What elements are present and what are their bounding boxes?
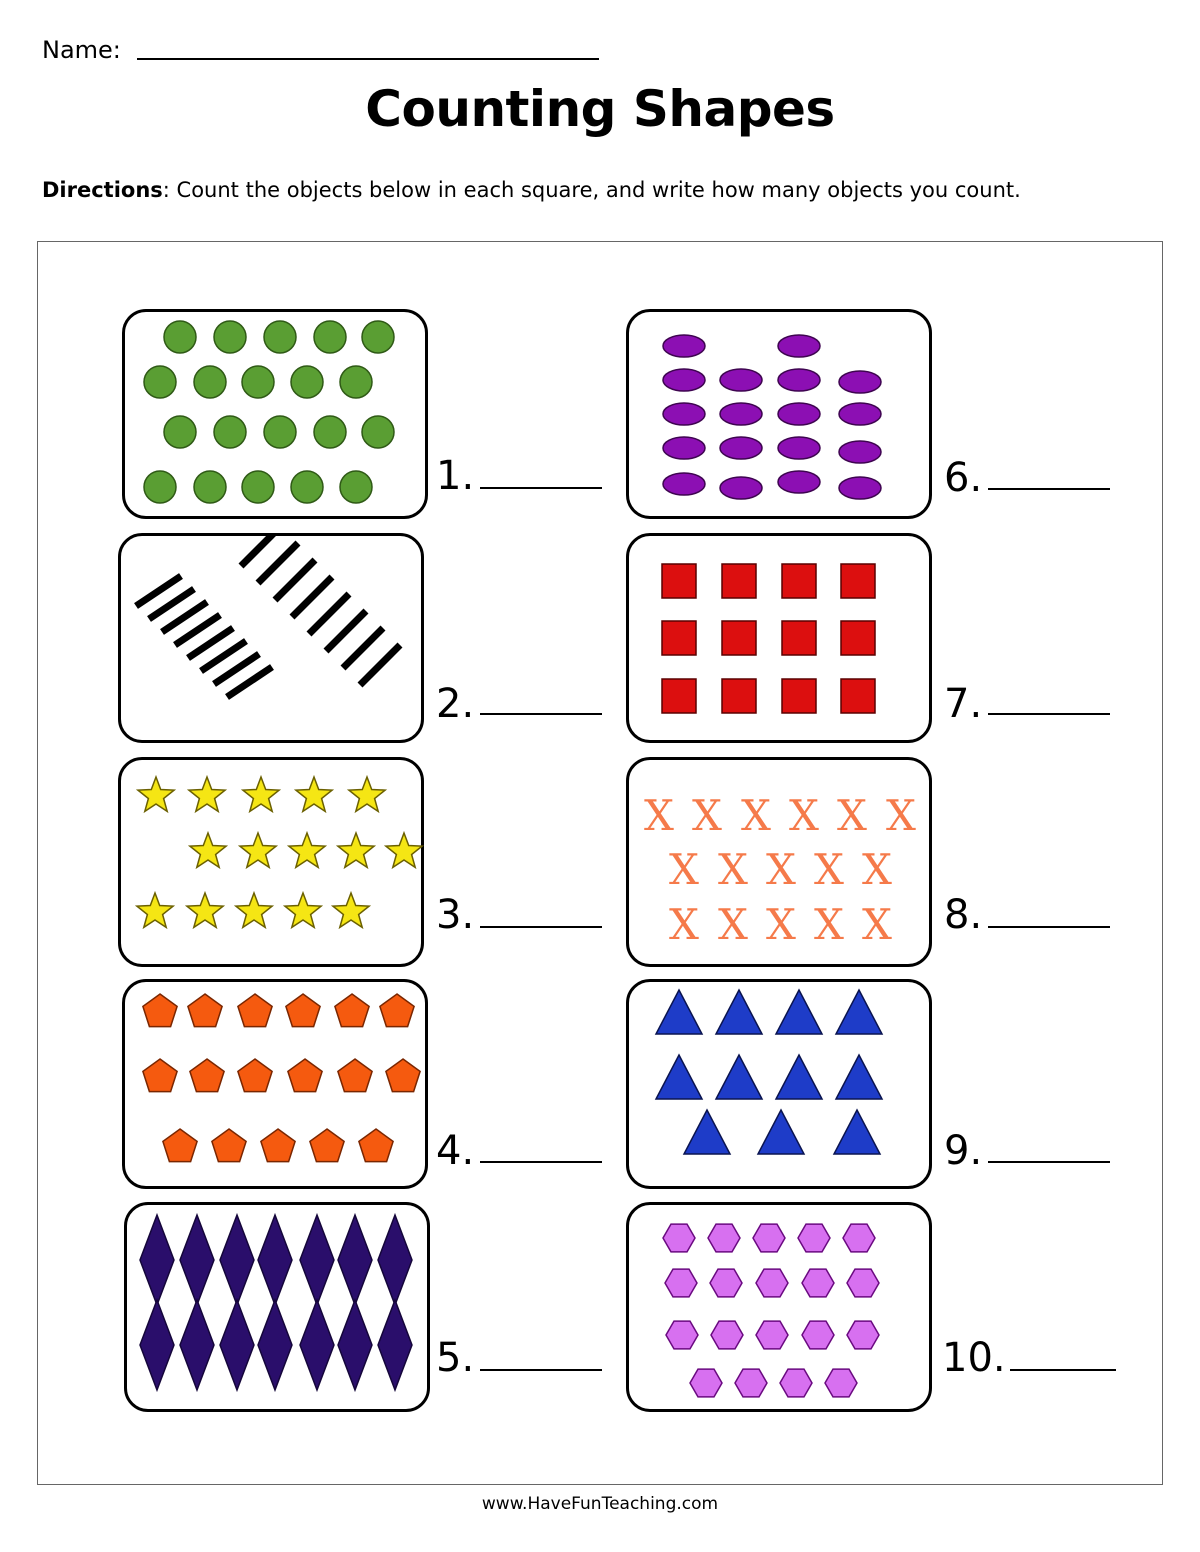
red-square — [722, 621, 756, 655]
problem-10-number: 10. — [942, 1335, 1006, 1381]
problem-8-answer-line[interactable] — [988, 926, 1110, 928]
green-circle — [242, 366, 274, 398]
orange-pentagon — [310, 1129, 344, 1162]
red-square — [662, 621, 696, 655]
pink-hexagon — [825, 1369, 857, 1397]
orange-pentagon — [212, 1129, 246, 1162]
green-circle — [340, 471, 372, 503]
box-4-orange-pentagons — [122, 979, 428, 1189]
green-circle — [314, 416, 346, 448]
navy-diamond — [180, 1215, 214, 1305]
yellow-star — [289, 833, 325, 867]
yellow-star — [243, 777, 279, 811]
problem-6-answer-line[interactable] — [988, 488, 1110, 490]
problem-3-answer-line[interactable] — [480, 926, 602, 928]
box-5-navy-diamonds — [124, 1202, 430, 1412]
box-7-red-squares — [626, 533, 932, 743]
red-square — [722, 564, 756, 598]
green-circle — [291, 366, 323, 398]
purple-oval — [839, 403, 881, 425]
yellow-star — [296, 777, 332, 811]
pink-hexagons-svg — [629, 1205, 935, 1415]
blue-triangle — [758, 1110, 804, 1154]
orange-pentagon — [380, 994, 414, 1027]
black-stripe — [292, 577, 332, 617]
purple-oval — [839, 477, 881, 499]
orange-x: X — [692, 791, 722, 840]
pink-hexagon — [708, 1224, 740, 1252]
blue-triangles-svg — [629, 982, 935, 1192]
box-10-pink-hexagons — [626, 1202, 932, 1412]
navy-diamond — [338, 1215, 372, 1305]
purple-oval — [778, 369, 820, 391]
orange-pentagon — [238, 994, 272, 1027]
orange-x: X — [644, 791, 674, 840]
yellow-stars-svg — [121, 760, 427, 970]
green-circle — [242, 471, 274, 503]
red-square — [722, 679, 756, 713]
purple-oval — [720, 369, 762, 391]
problem-1-answer-line[interactable] — [480, 487, 602, 489]
green-circle — [362, 416, 394, 448]
problem-9-answer-line[interactable] — [988, 1161, 1110, 1163]
purple-oval — [778, 335, 820, 357]
green-circle — [144, 366, 176, 398]
problem-2-answer-line[interactable] — [480, 713, 602, 715]
problem-4-number: 4. — [436, 1128, 475, 1174]
orange-pentagon — [338, 1059, 372, 1092]
yellow-star — [190, 833, 226, 867]
pink-hexagon — [735, 1369, 767, 1397]
box-8-orange-xs — [626, 757, 932, 967]
red-square — [782, 679, 816, 713]
purple-oval — [663, 437, 705, 459]
black-stripes-svg — [121, 536, 427, 746]
green-circle — [164, 321, 196, 353]
orange-x: X — [789, 791, 819, 840]
red-square — [841, 679, 875, 713]
pink-hexagon — [798, 1224, 830, 1252]
pink-hexagon — [756, 1321, 788, 1349]
red-square — [782, 564, 816, 598]
orange-pentagon — [286, 994, 320, 1027]
pink-hexagon — [802, 1269, 834, 1297]
purple-oval — [778, 403, 820, 425]
green-circle — [314, 321, 346, 353]
orange-x: X — [862, 845, 892, 894]
pink-hexagon — [663, 1224, 695, 1252]
green-circle — [214, 321, 246, 353]
orange-x: X — [837, 791, 867, 840]
black-stripe — [343, 628, 383, 668]
blue-triangle — [716, 990, 762, 1034]
yellow-star — [333, 893, 369, 927]
blue-triangle — [834, 1110, 880, 1154]
yellow-star — [386, 833, 422, 867]
purple-oval — [839, 371, 881, 393]
pink-hexagon — [802, 1321, 834, 1349]
pink-hexagon — [756, 1269, 788, 1297]
purple-oval — [663, 473, 705, 495]
pink-hexagon — [780, 1369, 812, 1397]
purple-oval — [839, 441, 881, 463]
pink-hexagon — [753, 1224, 785, 1252]
name-input-line[interactable] — [137, 58, 599, 60]
red-square — [841, 621, 875, 655]
orange-x: X — [718, 845, 748, 894]
green-circle — [291, 471, 323, 503]
problem-5-number: 5. — [436, 1335, 475, 1381]
orange-x: X — [814, 900, 844, 949]
orange-x: X — [862, 900, 892, 949]
orange-x: X — [669, 845, 699, 894]
orange-pentagons-svg — [125, 982, 431, 1192]
navy-diamond — [300, 1215, 334, 1305]
black-stripe — [326, 611, 366, 651]
problem-10-answer-line[interactable] — [1010, 1369, 1116, 1371]
pink-hexagon — [710, 1269, 742, 1297]
yellow-star — [285, 893, 321, 927]
black-stripe — [275, 560, 315, 600]
problem-7-number: 7. — [944, 681, 983, 727]
green-circle — [340, 366, 372, 398]
navy-diamond — [258, 1215, 292, 1305]
blue-triangle — [684, 1110, 730, 1154]
pink-hexagon — [711, 1321, 743, 1349]
directions — [42, 178, 1021, 202]
navy-diamond — [378, 1300, 412, 1390]
blue-triangle — [656, 990, 702, 1034]
orange-x: X — [741, 791, 771, 840]
orange-pentagon — [190, 1059, 224, 1092]
purple-oval — [720, 403, 762, 425]
black-stripe — [309, 594, 349, 634]
pink-hexagon — [665, 1269, 697, 1297]
purple-oval — [720, 437, 762, 459]
red-square — [662, 679, 696, 713]
problem-7-answer-line[interactable] — [988, 713, 1110, 715]
orange-pentagon — [143, 994, 177, 1027]
problem-1-number: 1. — [436, 453, 475, 499]
green-circle — [194, 471, 226, 503]
red-square — [662, 564, 696, 598]
orange-pentagon — [359, 1129, 393, 1162]
orange-pentagon — [386, 1059, 420, 1092]
yellow-star — [187, 893, 223, 927]
yellow-star — [240, 833, 276, 867]
navy-diamonds-svg — [127, 1205, 433, 1415]
black-stripe — [258, 543, 298, 583]
yellow-star — [189, 777, 225, 811]
pink-hexagon — [847, 1321, 879, 1349]
navy-diamond — [220, 1215, 254, 1305]
orange-x: X — [766, 845, 796, 894]
problem-4-answer-line[interactable] — [480, 1161, 602, 1163]
purple-ovals-svg — [629, 312, 935, 522]
purple-oval — [663, 335, 705, 357]
green-circle — [214, 416, 246, 448]
navy-diamond — [378, 1215, 412, 1305]
pink-hexagon — [666, 1321, 698, 1349]
blue-triangle — [836, 1055, 882, 1099]
purple-oval — [663, 369, 705, 391]
green-circle — [164, 416, 196, 448]
box-3-yellow-stars — [118, 757, 424, 967]
box-1-green-circles — [122, 309, 428, 519]
orange-x: X — [886, 791, 916, 840]
navy-diamond — [220, 1300, 254, 1390]
pink-hexagon — [847, 1269, 879, 1297]
navy-diamond — [300, 1300, 334, 1390]
problem-9-number: 9. — [944, 1128, 983, 1174]
blue-triangle — [716, 1055, 762, 1099]
blue-triangle — [776, 990, 822, 1034]
orange-pentagon — [288, 1059, 322, 1092]
orange-x: X — [814, 845, 844, 894]
green-circle — [362, 321, 394, 353]
pink-hexagon — [690, 1369, 722, 1397]
black-stripe — [360, 645, 400, 685]
orange-pentagon — [163, 1129, 197, 1162]
problem-2-number: 2. — [436, 681, 475, 727]
orange-pentagon — [261, 1129, 295, 1162]
orange-pentagon — [188, 994, 222, 1027]
green-circle — [264, 416, 296, 448]
footer-url: www.HaveFunTeaching.com — [481, 1494, 719, 1514]
red-square — [841, 564, 875, 598]
navy-diamond — [180, 1300, 214, 1390]
orange-x: X — [718, 900, 748, 949]
purple-oval — [778, 437, 820, 459]
orange-x: X — [669, 900, 699, 949]
green-circle — [264, 321, 296, 353]
orange-pentagon — [238, 1059, 272, 1092]
directions-text: : Count the objects below in each square, and write how many objects you count. — [162, 178, 1021, 202]
yellow-star — [236, 893, 272, 927]
directions-bold: Directions — [42, 178, 163, 202]
box-2-black-stripes — [118, 533, 424, 743]
blue-triangle — [836, 990, 882, 1034]
blue-triangle — [776, 1055, 822, 1099]
name-label: Name: — [42, 36, 121, 64]
orange-pentagon — [335, 994, 369, 1027]
box-9-blue-triangles — [626, 979, 932, 1189]
page-title: Counting Shapes — [365, 80, 835, 138]
red-squares-svg — [629, 536, 935, 746]
yellow-star — [338, 833, 374, 867]
orange-pentagon — [143, 1059, 177, 1092]
green-circle — [194, 366, 226, 398]
pink-hexagon — [843, 1224, 875, 1252]
problem-6-number: 6. — [944, 455, 983, 501]
red-square — [782, 621, 816, 655]
purple-oval — [778, 471, 820, 493]
green-circle — [144, 471, 176, 503]
navy-diamond — [338, 1300, 372, 1390]
problem-3-number: 3. — [436, 892, 475, 938]
purple-oval — [720, 477, 762, 499]
navy-diamond — [258, 1300, 292, 1390]
yellow-star — [138, 777, 174, 811]
yellow-star — [349, 777, 385, 811]
yellow-star — [137, 893, 173, 927]
orange-x: X — [766, 900, 796, 949]
problem-8-number: 8. — [944, 892, 983, 938]
navy-diamond — [140, 1215, 174, 1305]
problem-5-answer-line[interactable] — [480, 1369, 602, 1371]
orange-xs-svg — [629, 760, 935, 970]
box-6-purple-ovals — [626, 309, 932, 519]
green-circles-svg — [125, 312, 431, 522]
blue-triangle — [656, 1055, 702, 1099]
purple-oval — [663, 403, 705, 425]
navy-diamond — [140, 1300, 174, 1390]
